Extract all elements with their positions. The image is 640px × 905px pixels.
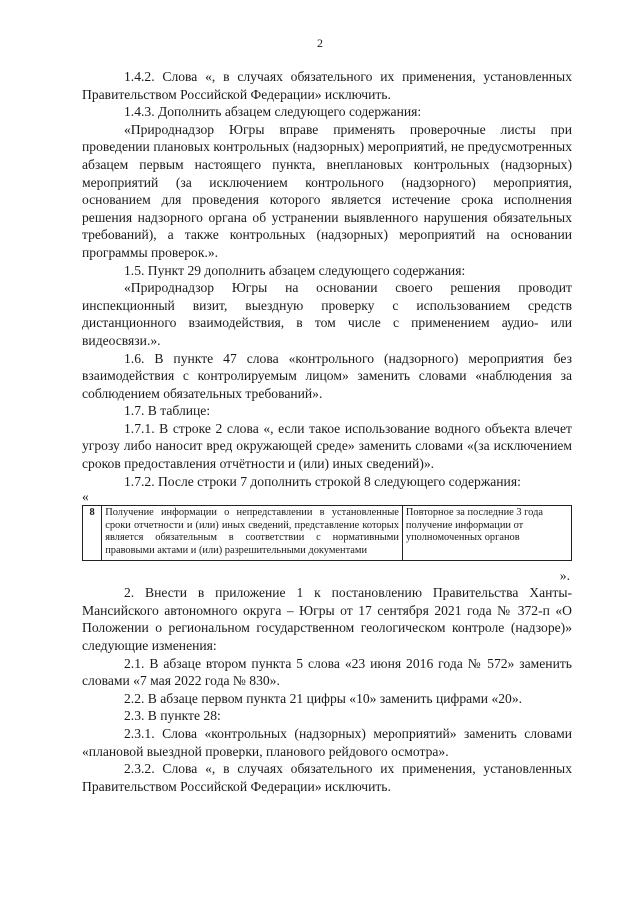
paragraph-quote-inspection: «Природнадзор Югры на основании своего решения проводит инспекционный визит, выездную проверку с использованием средств дистанционного взаимодействия, в том числе с применением аудио- или видеосвязи.».: [82, 280, 572, 348]
paragraph-2-3-1: 2.3.1. Слова «контрольных (надзорных) мероприятий» заменить словами «плановой выездной проверки, планового рейдового осмотра».: [82, 725, 572, 759]
table-cell-description: Получение информации о непредставлении в установленные сроки отчетности и (или) иных сведений, представление которых является обязательным в соответствии с нормативными правовыми актами и (или) разрешительными документами: [102, 506, 403, 560]
paragraph-1-5: 1.5. Пункт 29 дополнить абзацем следующего содержания:: [124, 262, 466, 278]
quote-open-mark: «: [82, 489, 89, 505]
table-cell-number: 8: [83, 506, 102, 560]
paragraph-1-7-1: 1.7.1. В строке 2 слова «, если такое использование водного объекта влечет угрозу либо наносит вред окружающей среде» заменить словами «(за исключением сроков предоставления отчётности и (или) иных сведений)».: [82, 420, 572, 472]
paragraph-2-3-2: 2.3.2. Слова «, в случаях обязательного их применения, установленных Правительством Российской Федерации» исключить.: [82, 761, 572, 794]
paragraph-2-2: 2.2. В абзаце первом пункта 21 цифры «10» заменить цифрами «20».: [124, 690, 523, 706]
paragraph-quote-checklists: «Природнадзор Югры вправе применять проверочные листы при проведении плановых контрольных (надзорных) мероприятий, не предусмотренных абзацем первым настоящего пункта, внеплановых контрольных (надзорных) мероприятий (за исключением контрольного (надзорного) мероприятия, основанием для проведения которого является истечение срока исполнения решения надзорного органа об устранении выявленного нарушения обязательных требований), а также контрольных (надзорных) мероприятий на основании программы проверок.».: [82, 121, 572, 260]
paragraph-2: 2. Внести в приложение 1 к постановлению Правительства Ханты-Мансийского автономного округа – Югры от 17 сентября 2021 года № 372-п «О Положении о региональном государственном геологическом контроле (надзоре)» следующие изменения:: [82, 585, 572, 653]
page-number: 2: [317, 36, 323, 50]
quote-close-mark: ».: [559, 567, 570, 583]
paragraph-2-3: 2.3. В пункте 28:: [124, 708, 221, 724]
paragraph-1-4-3: 1.4.3. Дополнить абзацем следующего содержания:: [124, 104, 422, 120]
paragraph-2-1: 2.1. В абзаце втором пункта 5 слова «23 июня 2016 года № 572» заменить словами «7 мая 2022 года № 830».: [82, 655, 572, 689]
paragraph-1-6: 1.6. В пункте 47 слова «контрольного (надзорного) мероприятия без взаимодействия с контролируемым лицом» заменить словами «наблюдения за соблюдением обязательных требований».: [82, 350, 572, 401]
paragraph-1-7-2: 1.7.2. После строки 7 дополнить строкой 8 следующего содержания:: [124, 473, 521, 489]
inserted-table: [82, 505, 572, 560]
document-body: [82, 68, 572, 795]
table-row: [83, 506, 572, 560]
table-cell-period: Повторное за последние 3 года получение информации от уполномоченных органов: [402, 506, 571, 560]
paragraph-1-4-2: 1.4.2. Слова «, в случаях обязательного их применения, установленных Правительством Российской Федерации» исключить.: [82, 69, 572, 102]
paragraph-1-7: 1.7. В таблице:: [124, 403, 211, 419]
